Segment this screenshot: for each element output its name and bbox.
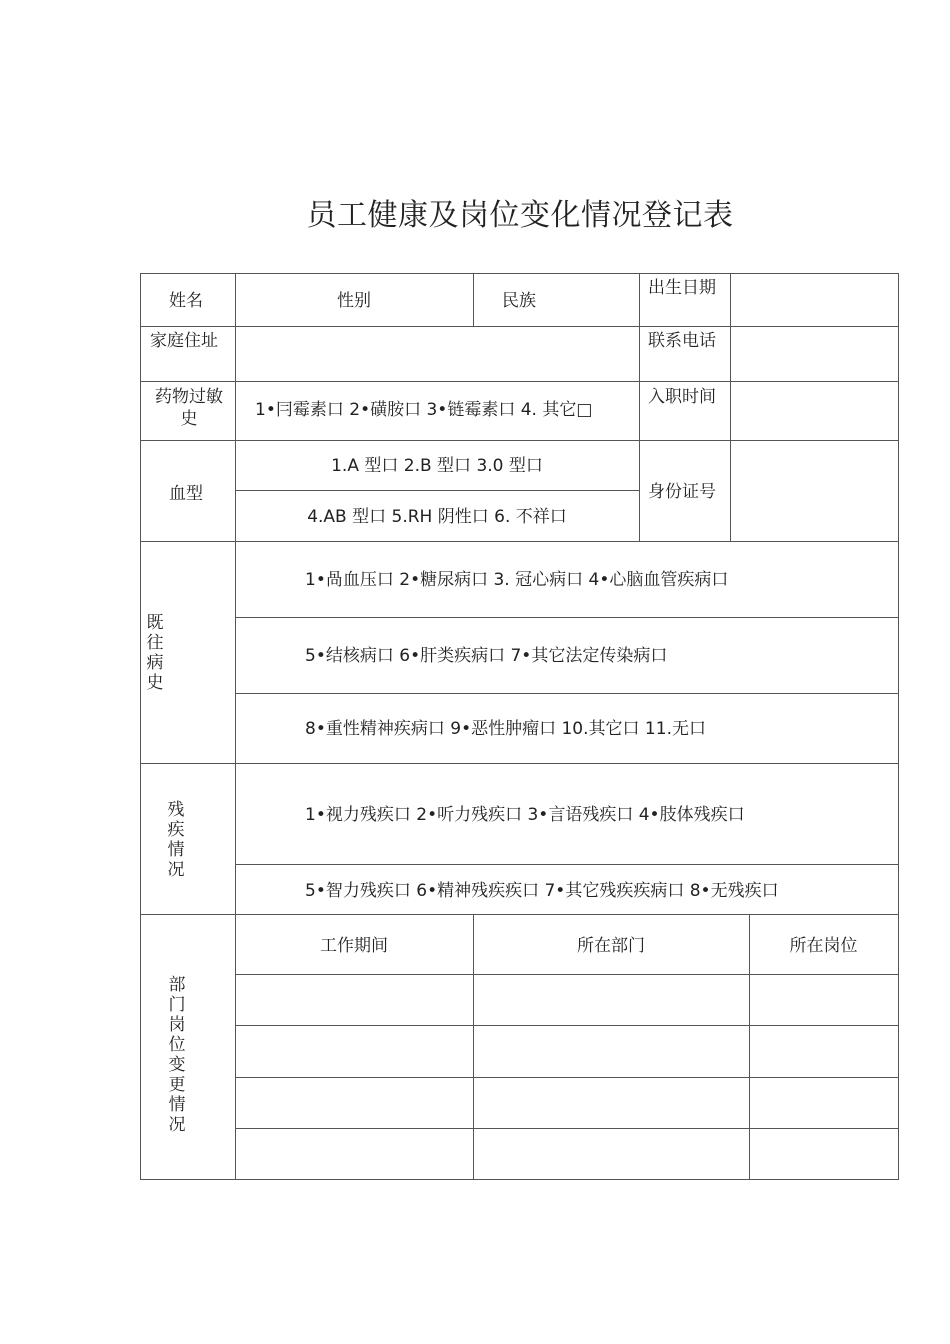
name-label: 姓名 (169, 291, 203, 311)
medical-history-row[interactable]: 1•咼血压口 2•糖尿病口 3. 冠心病口 4•心脑血管疾病口 (305, 570, 729, 590)
rule (235, 693, 899, 694)
address-label: 家庭住址 (150, 331, 218, 351)
disability-row[interactable]: 5•智力残疾口 6•精神残疾疾口 7•其它残疾疾病口 8•无残疾口 (305, 881, 779, 901)
allergy-options[interactable]: 1•冃霉素口 2•磺胺口 3•链霉素口 4. 其它□ (255, 400, 593, 420)
id-number-label: 身份证号 (648, 482, 716, 502)
birth-date-label: 出生日期 (648, 278, 716, 298)
dept-row-position-cell[interactable] (750, 1026, 898, 1077)
dept-row-department-cell[interactable] (474, 1078, 749, 1128)
dept-row-department-cell[interactable] (474, 1026, 749, 1077)
dept-row-period-cell[interactable] (236, 1129, 473, 1179)
rule (639, 273, 640, 542)
dept-row-department-cell[interactable] (474, 1129, 749, 1179)
phone-field[interactable] (731, 327, 898, 381)
disability-row[interactable]: 1•视力残疾口 2•听力残疾口 3•言语残疾口 4•肢体残疾口 (305, 805, 745, 825)
gender-label: 性别 (337, 291, 371, 311)
rule (140, 541, 899, 542)
rule (140, 1179, 899, 1180)
allergy-label: 药物过敏史 (155, 387, 223, 429)
hire-date-label: 入职时间 (648, 387, 716, 407)
rule (140, 914, 899, 915)
id-number-field[interactable] (731, 441, 898, 541)
dept-row-position-cell[interactable] (750, 1078, 898, 1128)
dept-row-period-cell[interactable] (236, 975, 473, 1025)
form-title: 员工健康及岗位变化情况登记表 (306, 198, 734, 233)
ethnicity-label: 民族 (502, 291, 536, 311)
dept-row-department-cell[interactable] (474, 975, 749, 1025)
rule (140, 273, 141, 1180)
rule (235, 617, 899, 618)
blood-type-label: 血型 (169, 484, 203, 504)
medical-history-row[interactable]: 5•结核病口 6•肝类疾病口 7•其它法定传染病口 (305, 646, 668, 666)
blood-options-row[interactable]: 1.A 型口 2.B 型口 3.0 型口 (331, 456, 543, 476)
medical-history-row[interactable]: 8•重性精神疾病口 9•恶性肿瘤口 10.其它口 11.无口 (305, 719, 706, 739)
dept-header-period: 工作期间 (320, 936, 388, 956)
rule (235, 864, 899, 865)
rule (140, 763, 899, 764)
disability-label: 残疾情况 (167, 800, 185, 880)
dept-change-label: 部门岗位变更情况 (168, 975, 186, 1135)
dept-row-position-cell[interactable] (750, 975, 898, 1025)
medical-history-label: 既往病史 (146, 613, 164, 693)
blood-options-row[interactable]: 4.AB 型口 5.RH 阴性口 6. 不祥口 (307, 507, 567, 527)
dept-row-position-cell[interactable] (750, 1129, 898, 1179)
rule (235, 490, 639, 491)
dept-header-department: 所在部门 (577, 936, 645, 956)
rule (473, 273, 474, 327)
dept-row-period-cell[interactable] (236, 1026, 473, 1077)
phone-label: 联系电话 (648, 331, 716, 351)
dept-header-position: 所在岗位 (789, 936, 858, 956)
rule (898, 273, 899, 1180)
dept-row-period-cell[interactable] (236, 1078, 473, 1128)
hire-date-field[interactable] (731, 382, 898, 440)
address-field[interactable] (236, 327, 639, 381)
birth-date-field[interactable] (731, 274, 898, 326)
